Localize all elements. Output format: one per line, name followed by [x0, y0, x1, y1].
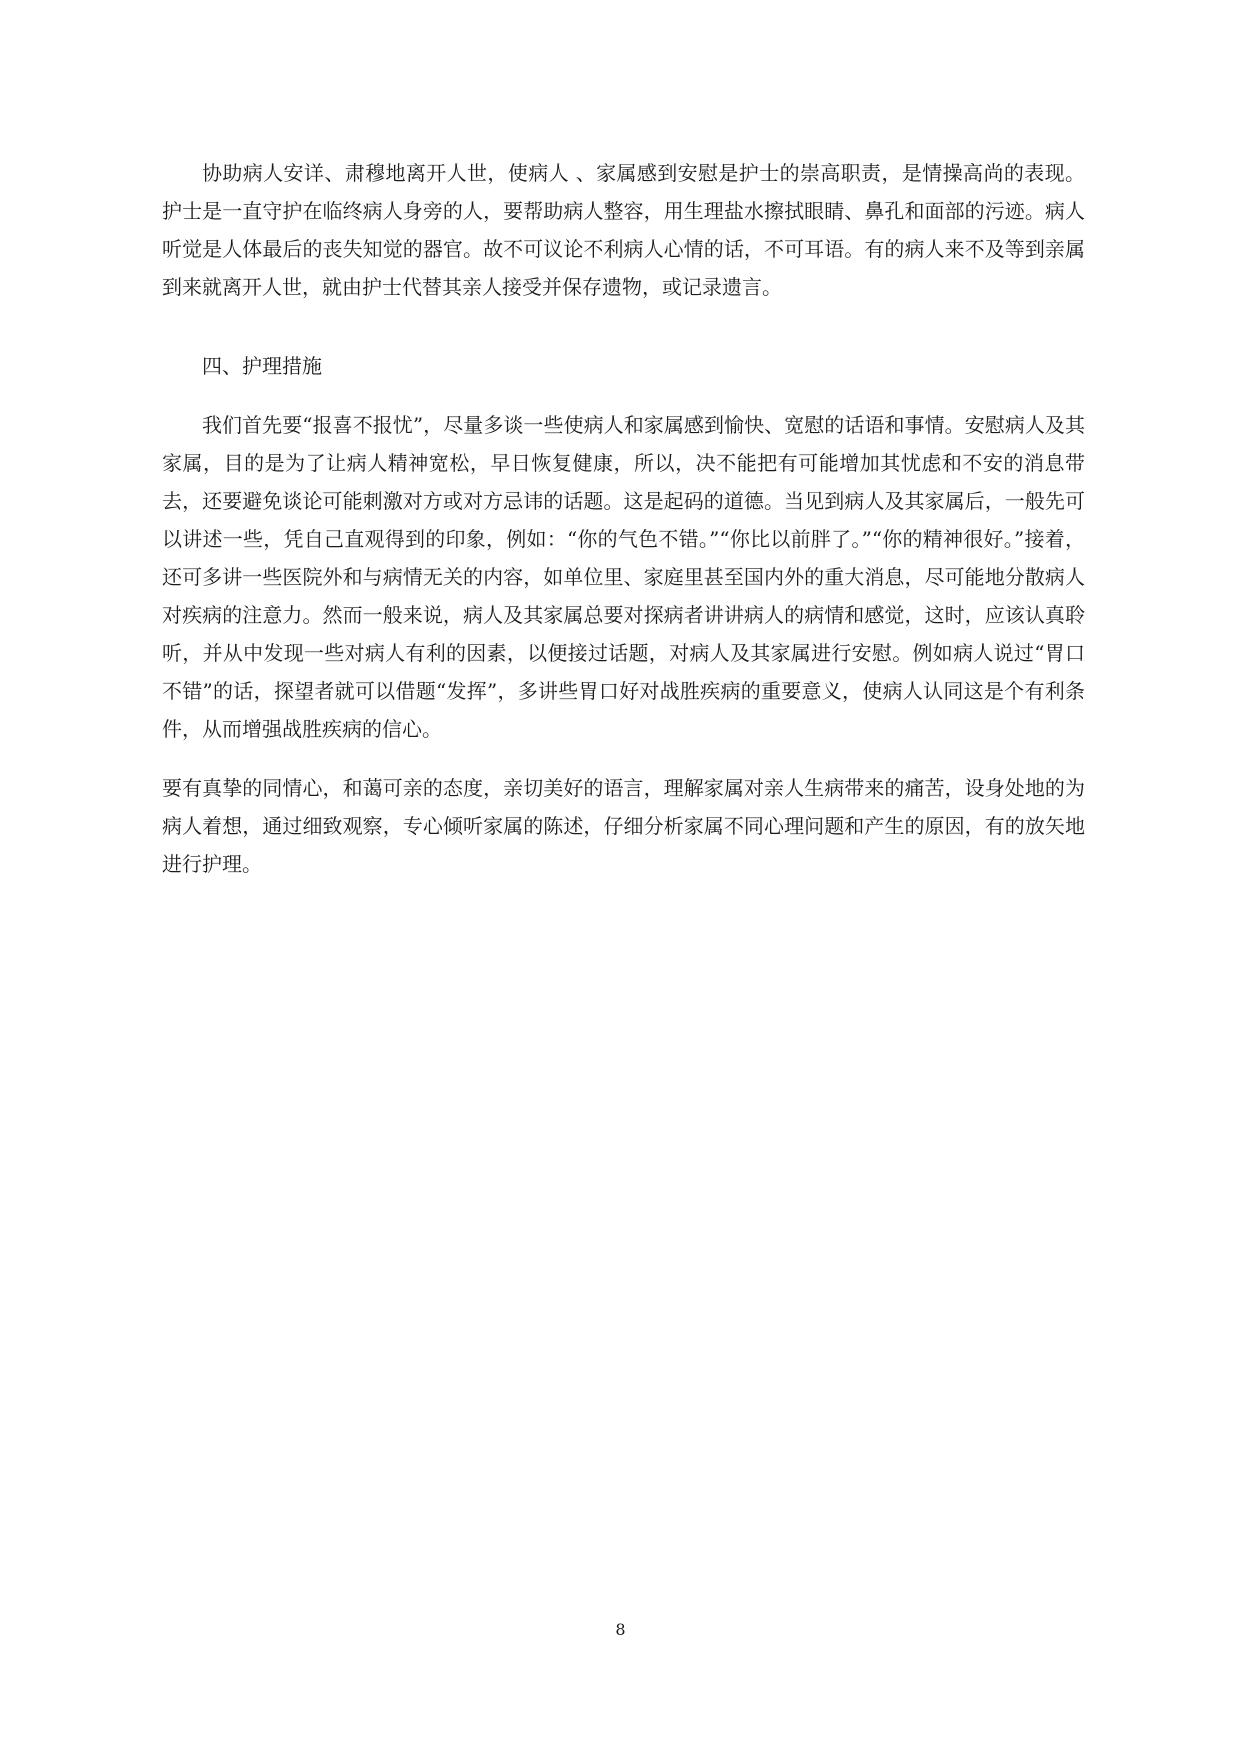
- section-heading: 四、护理措施: [202, 354, 322, 378]
- paragraph-deathbed-care: 协助病人安详、肃穆地离开人世，使病人 、家属感到安慰是护士的崇高职责，是情操高尚的表现。护士是一直守护在临终病人身旁的人，要帮助病人整容，用生理盐水擦拭眼睛、鼻孔和面部的污迹。病人听觉是人体最后的丧失知觉的器官。故不可议论不利病人心情的话，不可耳语。有的病人来不及等到亲属到来就离开人世，就由护士代替其亲人接受并保存遗物，或记录遗言。: [162, 161, 1085, 299]
- page-number: 8: [615, 1620, 626, 1639]
- paragraph-empathy: 要有真挚的同情心，和蔼可亲的态度，亲切美好的语言，理解家属对亲人生病带来的痛苦，设身处地的为病人着想，通过细致观察，专心倾听家属的陈述，仔细分析家属不同心理问题和产生的原因，有的放矢地进行护理。: [162, 776, 1085, 876]
- paragraph-comforting-family: 我们首先要“报喜不报忧”，尽量多谈一些使病人和家属感到愉快、宽慰的话语和事情。安慰病人及其家属，目的是为了让病人精神宽松，早日恢复健康，所以，决不能把有可能增加其忧虑和不安的消息带去，还要避免谈论可能刺激对方或对方忌讳的话题。这是起码的道德。当见到病人及其家属后，一般先可以讲述一些，凭自己直观得到的印象，例如：“你的气色不错。”“你比以前胖了。”“你的精神很好。”接着，还可多讲一些医院外和与病情无关的内容，如单位里、家庭里甚至国内外的重大消息，尽可能地分散病人对疾病的注意力。然而一般来说，病人及其家属总要对探病者讲讲病人的病情和感觉，这时，应该认真聆听，并从中发现一些对病人有利的因素，以便接过话题，对病人及其家属进行安慰。例如病人说过“胃口不错”的话，探望者就可以借题“发挥”，多讲些胃口好对战胜疾病的重要意义，使病人认同这是个有利条件，从而增强战胜疾病的信心。: [162, 413, 1085, 741]
